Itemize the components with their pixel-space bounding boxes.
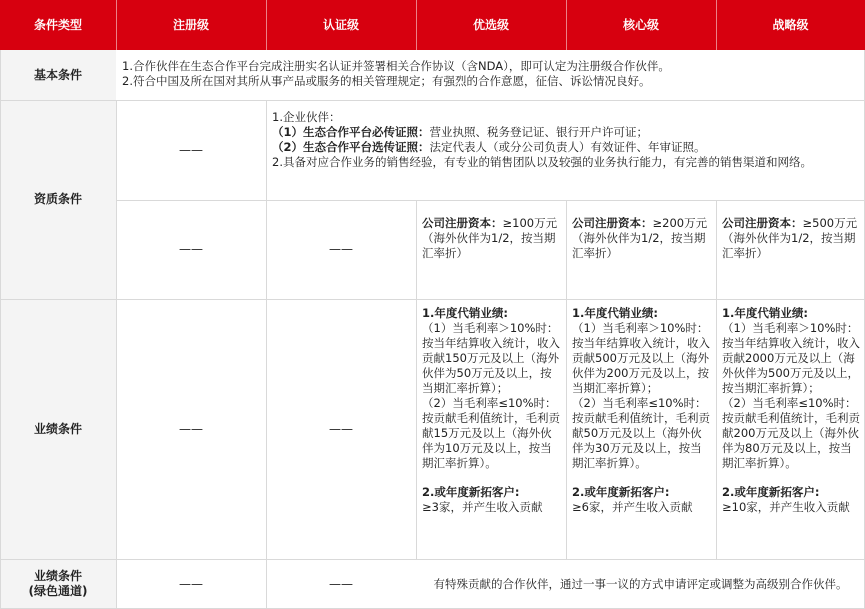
- perf-preferred-p1: （1）当毛利率＞10%时：按当年结算收入统计，收入贡献150万元及以上（海外伙伴为50万元及以上，按当期汇率折算）；: [422, 321, 560, 395]
- capital-core: [566, 214, 716, 294]
- basic-line-2: 2.符合中国及所在国对其所从事产品或服务的相关管理规定；有强烈的合作意愿，征信、诉讼情况良好。: [122, 74, 651, 88]
- performance-registered-dash: ——: [179, 421, 203, 436]
- qualification-registered-dash-2: ——: [179, 242, 203, 256]
- header-separator: [416, 0, 417, 50]
- cert-line-2-label: （1）生态合作平台必传证照：: [272, 125, 430, 139]
- perf-strategic-p1: （1）当毛利率＞10%时：按当年结算收入统计，收入贡献2000万元及以上（海外伙伴为500万元及以上，按当期汇率折算）；: [722, 321, 860, 395]
- header-core: 核心级: [566, 0, 716, 50]
- perf-strategic-title: 1.年度代销业绩:: [722, 306, 808, 320]
- grid-line: [416, 200, 417, 559]
- capital-core-note: （海外伙伴为1/2，按当期汇率折）: [572, 231, 706, 260]
- green-certified-dash: ——: [329, 576, 353, 591]
- capital-core-value: ≥200万元: [652, 216, 708, 230]
- capital-strategic-value: ≥500万元: [802, 216, 858, 230]
- grid-line: [0, 100, 865, 101]
- cert-line-2-text: 营业执照、税务登记证、银行开户许可证；: [429, 125, 649, 139]
- header-condition-type: 条件类型: [0, 0, 116, 50]
- header-separator: [116, 0, 117, 50]
- perf-core-spacer: [572, 471, 712, 485]
- capital-preferred-value: ≥100万元: [502, 216, 558, 230]
- row-label-basic: 基本条件: [0, 50, 116, 100]
- header-strategic: 战略级: [716, 0, 865, 50]
- green-channel-text: 有特殊贡献的合作伙伴，通过一事一议的方式申请评定或调整为高级别合作伙伴。: [433, 576, 848, 591]
- grid-line: [716, 200, 717, 559]
- green-label-line-1: 业绩条件: [33, 569, 82, 583]
- perf-core-p3: ≥6家，并产生收入贡献: [572, 500, 693, 514]
- capital-preferred: [416, 214, 566, 294]
- capital-strategic-label: 公司注册资本：: [722, 216, 803, 230]
- perf-core-p2: （2）当毛利率≤10%时：按贡献毛利值统计，毛利贡献50万元及以上（海外伙伴为30万元及以上，按当期汇率折算）。: [572, 396, 710, 470]
- grid-line: [566, 200, 567, 559]
- performance-strategic: [716, 304, 865, 558]
- grid-line: [116, 200, 865, 201]
- row-label-performance: 业绩条件: [0, 299, 116, 559]
- capital-preferred-label: 公司注册资本：: [422, 216, 503, 230]
- header-separator: [716, 0, 717, 50]
- cert-line-3-label: （2）生态合作平台选传证照：: [272, 140, 430, 154]
- header-preferred: 优选级: [416, 0, 566, 50]
- perf-preferred-title2: 2.或年度新拓客户:: [422, 485, 520, 499]
- perf-strategic-p2: （2）当毛利率≤10%时：按贡献毛利值统计，毛利贡献200万元及以上（海外伙伴为80万元及以上，按当期汇率折算）。: [722, 396, 860, 470]
- header-registered: 注册级: [116, 0, 266, 50]
- cert-line-1: 1.企业伙伴：: [272, 110, 341, 124]
- performance-certified-dash: ——: [329, 421, 353, 436]
- header-certified: 认证级: [266, 0, 416, 50]
- cert-line-3-text: 法定代表人（或分公司负责人）有效证件、年审证照。: [429, 140, 706, 154]
- perf-core-title2: 2.或年度新拓客户:: [572, 485, 670, 499]
- grid-line: [0, 299, 865, 300]
- cert-line-3: [272, 140, 861, 155]
- cert-line-4: 2.具备对应合作业务的销售经验，有专业的销售团队以及较强的业务执行能力，有完善的销售渠道和网络。: [272, 155, 812, 169]
- perf-strategic-title2: 2.或年度新拓客户:: [722, 485, 820, 499]
- row-label-qualification: 资质条件: [0, 100, 116, 299]
- perf-preferred-p2: （2）当毛利率≤10%时：按贡献毛利值统计，毛利贡献15万元及以上（海外伙伴为10万元及以上，按当期汇率折算）。: [422, 396, 560, 470]
- green-label-line-2: (绿色通道): [28, 584, 88, 598]
- qualification-cert-text: [266, 108, 865, 200]
- header-separator: [566, 0, 567, 50]
- qualification-registered-dash: ——: [179, 142, 203, 157]
- capital-strategic-note: （海外伙伴为1/2，按当期汇率折）: [722, 231, 856, 260]
- perf-strategic-spacer: [722, 471, 861, 485]
- grid-line: [0, 559, 865, 560]
- perf-preferred-title: 1.年度代销业绩:: [422, 306, 508, 320]
- perf-strategic-p3: ≥10家，并产生收入贡献: [722, 500, 850, 514]
- cert-line-2: [272, 125, 861, 140]
- grid-line: [116, 100, 117, 609]
- perf-preferred-spacer: [422, 471, 562, 485]
- header-separator: [266, 0, 267, 50]
- row-label-green-channel: [0, 559, 116, 609]
- performance-preferred: [416, 304, 566, 558]
- capital-preferred-note: （海外伙伴为1/2，按当期汇率折）: [422, 231, 556, 260]
- capital-core-label: 公司注册资本：: [572, 216, 653, 230]
- perf-preferred-p3: ≥3家，并产生收入贡献: [422, 500, 543, 514]
- basic-line-1: 1.合作伙伴在生态合作平台完成注册实名认证并签署相关合作协议（含NDA），即可认定为注册级合作伙伴。: [122, 59, 670, 73]
- grid-line: [266, 100, 267, 609]
- perf-core-title: 1.年度代销业绩:: [572, 306, 658, 320]
- grid-line: [0, 50, 1, 609]
- performance-core: [566, 304, 716, 558]
- qualification-certified-dash: ——: [329, 242, 353, 256]
- capital-strategic: [716, 214, 865, 294]
- green-registered-dash: ——: [179, 576, 203, 591]
- perf-core-p1: （1）当毛利率＞10%时：按当年结算收入统计，收入贡献500万元及以上（海外伙伴为200万元及以上，按当期汇率折算）；: [572, 321, 710, 395]
- basic-conditions-text: [116, 57, 865, 97]
